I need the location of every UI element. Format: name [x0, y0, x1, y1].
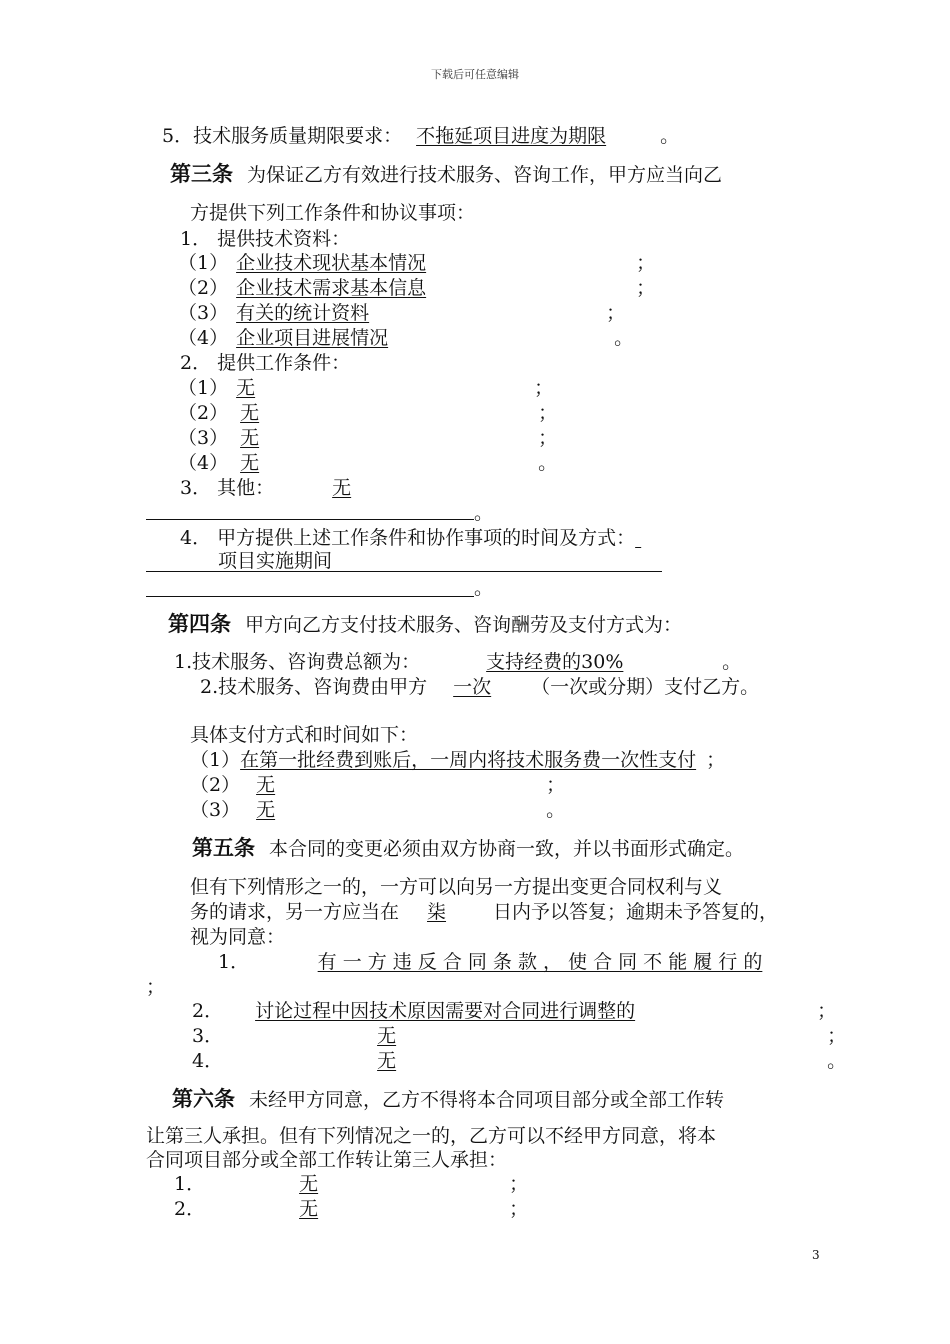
item5-line [162, 124, 679, 148]
art5-c1: 有 一 方 违 反 合 同 条 款 ， 使 合 同 不 能 履 行 的 [317, 951, 763, 973]
art4-p3: 具体支付方式和时间如下： [190, 724, 419, 746]
art5-c4-line: 4． 无 。 [192, 1050, 847, 1072]
art3-s3: 3． 其他： [180, 477, 275, 499]
art6-heading [172, 1085, 724, 1114]
art3-heading [170, 160, 722, 189]
art5-t3-line: 务的请求，另一方应当在 柒 日内予以答复；逾期未予答复的， [190, 901, 779, 923]
art6-e2-line: 2． 无 ； [174, 1198, 529, 1220]
payment-item-1: （1）在第一批经费到账后，一周内将技术服务费一次性支付 ； [190, 749, 726, 771]
art4-p2: 2.技术服务、咨询费由甲方 [200, 676, 428, 698]
fill-rule [146, 519, 474, 520]
art3-s4-end: 。 [474, 577, 494, 599]
art4-title: 第四条 [168, 612, 231, 636]
art6-t3: 合同项目部分或全部工作转让第三人承担： [146, 1149, 508, 1171]
material-item-3: （3） 有关的统计资料 ； [178, 302, 626, 324]
material-value: 企业项目进展情况 [236, 327, 389, 349]
art5-c3-line: 3． 无 ； [192, 1025, 847, 1047]
material-item-4: （4） 企业项目进展情况 。 [178, 327, 634, 349]
art5-c3: 无 [377, 1025, 397, 1047]
art3-s4: 4． 甲方提供上述工作条件和协作事项的时间及方式： [180, 527, 636, 549]
art6-e1: 无 [299, 1173, 319, 1195]
item5-value: 不拖延项目进度为期限 [416, 125, 607, 147]
art6-e1-line: 1． 无 ； [174, 1173, 529, 1195]
art3-s3-line [180, 476, 550, 500]
art4-heading [168, 610, 682, 639]
item5-label: 5．技术服务质量期限要求： [162, 125, 403, 147]
item5-end: 。 [660, 125, 680, 147]
art5-c1-end: ； [146, 976, 166, 998]
condition-item-2: （2） 无 ； [178, 402, 558, 424]
art6-title: 第六条 [172, 1087, 235, 1111]
art4-text: 甲方向乙方支付技术服务、咨询酬劳及支付方式为： [245, 614, 683, 636]
art3-s2: 2． 提供工作条件： [180, 352, 351, 374]
art4-p2-value: 一次 [453, 676, 492, 698]
art3-s3-value: 无 [332, 477, 352, 499]
condition-item-1: （1） 无 ； [178, 377, 554, 399]
payment-item-3: （3） 无 。 [190, 799, 566, 821]
material-value: 有关的统计资料 [236, 302, 370, 324]
condition-item-3: （3） 无 ； [178, 427, 558, 449]
payment-value: 在第一批经费到账后，一周内将技术服务费一次性支付 [240, 749, 697, 771]
art3-title: 第三条 [170, 162, 233, 186]
fill-rule [146, 596, 474, 597]
condition-value: 无 [240, 427, 260, 449]
page-number: 3 [812, 1248, 820, 1262]
art4-p1: 1.技术服务、咨询费总额为： [174, 651, 421, 673]
art3-s4-line [180, 526, 687, 550]
payment-value: 无 [256, 799, 276, 821]
condition-value: 无 [236, 377, 256, 399]
art6-text: 未经甲方同意，乙方不得将本合同项目部分或全部工作转 [249, 1089, 725, 1111]
payment-value: 无 [256, 774, 276, 796]
art3-s3-end: 。 [474, 502, 494, 524]
art5-c1-num: 1． [218, 951, 250, 973]
condition-value: 无 [240, 402, 260, 424]
art5-t3-value: 柒 [427, 901, 447, 923]
art5-c2: 讨论过程中因技术原因需要对合同进行调整的 [255, 1000, 636, 1022]
art5-c2-line: 2． 讨论过程中因技术原因需要对合同进行调整的 ； [192, 1000, 837, 1022]
page-header: 下载后可任意编辑 [431, 68, 519, 81]
condition-item-4: （4） 无 。 [178, 452, 558, 474]
art6-t2: 让第三人承担。但有下列情况之一的，乙方可以不经甲方同意，将本 [146, 1125, 717, 1147]
art5-heading [192, 834, 744, 863]
material-item-1: （1） 企业技术现状基本情况 ； [178, 252, 656, 274]
art5-c4: 无 [377, 1050, 397, 1072]
art4-p2-line: 2.技术服务、咨询费由甲方 一次 （一次或分期）支付乙方。 [200, 676, 760, 698]
art4-p1-value: 支持经费的30% [486, 651, 624, 673]
material-value: 企业技术现状基本情况 [236, 252, 427, 274]
material-value: 企业技术需求基本信息 [236, 277, 427, 299]
art3-s4-value: 项目实施期间 [218, 550, 333, 572]
payment-item-2: （2） 无 ； [190, 774, 566, 796]
art5-title: 第五条 [192, 836, 255, 860]
art5-text: 本合同的变更必须由双方协商一致，并以书面形式确定。 [269, 838, 745, 860]
art6-e2: 无 [299, 1198, 319, 1220]
art5-t2: 但有下列情形之一的，一方可以向另一方提出变更合同权利与义 [190, 876, 723, 898]
art3-text2: 方提供下列工作条件和协议事项： [190, 202, 476, 224]
art4-p1-line: 1.技术服务、咨询费总额为： 支持经费的30% 。 [174, 651, 742, 673]
art5-t4: 视为同意： [190, 926, 286, 948]
material-item-2: （2） 企业技术需求基本信息 ； [178, 277, 656, 299]
art3-s1: 1． 提供技术资料： [180, 228, 351, 250]
condition-value: 无 [240, 452, 260, 474]
art3-text1: 为保证乙方有效进行技术服务、咨询工作，甲方应当向乙 [247, 164, 723, 186]
